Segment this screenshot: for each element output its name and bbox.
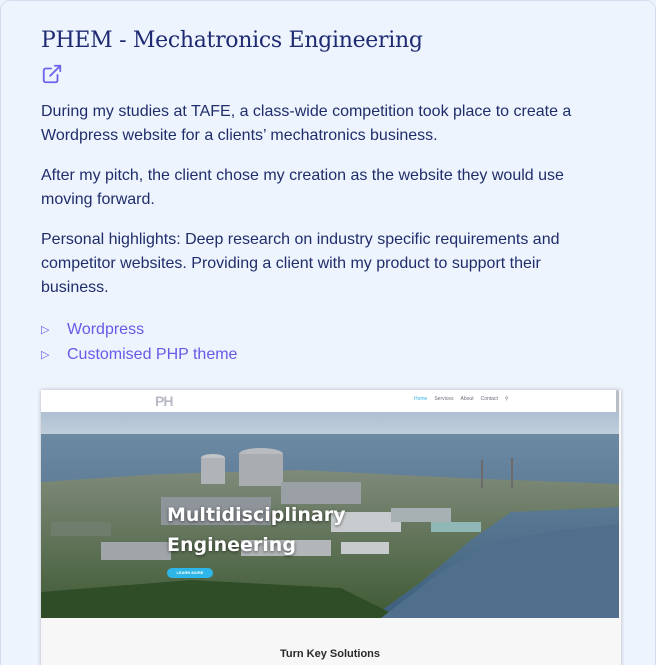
- tech-item-label: Wordpress: [67, 320, 145, 338]
- learn-more-button: LEARN MORE: [167, 568, 213, 578]
- screenshot-menu-item: Contact: [480, 396, 498, 402]
- triangle-right-icon: ▷: [41, 324, 50, 336]
- screenshot-section: [41, 618, 619, 665]
- screenshot-menu-item: About: [460, 396, 474, 402]
- project-screenshot[interactable]: [41, 390, 621, 665]
- description-paragraph: Personal highlights: Deep research on industry specific requirements and competitor websites. Providing a client with my product to support their business.: [41, 231, 560, 296]
- tech-item-php-theme[interactable]: [41, 342, 237, 367]
- description-paragraph: During my studies at TAFE, a class-wide competition took place to create a Wordpress website for a clients’ mechatronics business.: [41, 103, 572, 144]
- screenshot-navbar: [41, 390, 619, 412]
- description-paragraph: After my pitch, the client chose my creation as the website they would use moving forward.: [41, 167, 564, 208]
- screenshot-menu-item: Services: [434, 396, 454, 402]
- hero-heading-line: Engineering: [167, 534, 296, 556]
- tech-list: [41, 317, 237, 367]
- project-title: PHEM - Mechatronics Engineering: [41, 28, 423, 53]
- search-icon: ⚲: [504, 396, 509, 402]
- tech-item-label: Customised PHP theme: [67, 345, 238, 363]
- screenshot-hero: [41, 412, 619, 618]
- screenshot-menu: [414, 396, 509, 402]
- screenshot-menu-item: Home: [414, 396, 428, 402]
- hero-heading-line: Multidisciplinary: [167, 504, 346, 526]
- hero-heading: [167, 500, 345, 560]
- external-link-icon[interactable]: [41, 63, 63, 85]
- screenshot-logo: PH: [155, 393, 173, 409]
- screenshot-subheading: Turn Key Solutions: [279, 648, 381, 660]
- tech-item-wordpress[interactable]: [41, 317, 237, 342]
- triangle-right-icon: ▷: [41, 349, 50, 361]
